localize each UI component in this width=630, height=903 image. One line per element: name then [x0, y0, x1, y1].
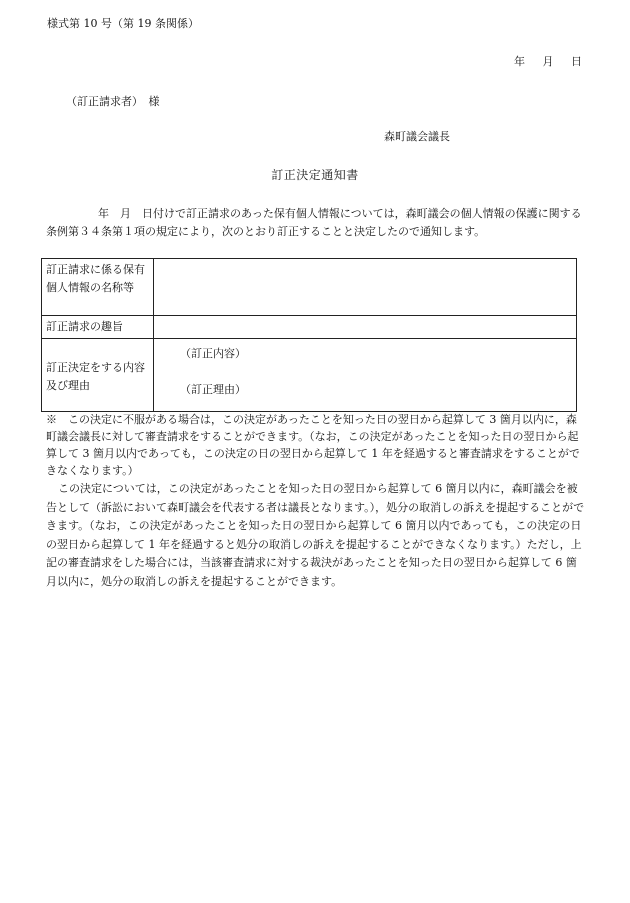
- row-label-info-name: 訂正請求に係る保有個人情報の名称等: [42, 259, 154, 316]
- date-month: 月: [542, 55, 554, 68]
- table-row: [42, 316, 577, 339]
- decision-table: [41, 258, 577, 412]
- review-notice: ※ この決定に不服がある場合は，この決定があったことを知った日の翌日から起算して 3 箇月以内に，森町議会議長に対して審査請求をすることができます。（なお，この決定があったことを知った日の翌日から起算して 3 箇月以内であっても，この決定の日の翌日から起算して 1 年を経過すると審査請求をすることができなくなります。）: [46, 413, 580, 477]
- info-name-cell: [154, 259, 577, 316]
- issuer-name: 森町議会議長: [384, 130, 450, 143]
- form-number: 様式第 10 号（第 19 条関係）: [47, 17, 199, 30]
- document-title: 訂正決定通知書: [271, 168, 359, 182]
- decision-content-cell: [154, 339, 577, 412]
- row-label-request-purpose: 訂正請求の趣旨: [42, 316, 154, 339]
- correction-reason-label: （訂正理由）: [180, 383, 246, 396]
- date-year: 年: [514, 55, 525, 68]
- row-label-decision-content: 訂正決定をする内容及び理由: [42, 339, 154, 412]
- request-purpose-cell: [154, 316, 577, 339]
- table-row: [42, 259, 577, 316]
- date-line: [500, 53, 582, 69]
- date-day: 日: [571, 55, 582, 68]
- intro-paragraph: 年 月 日付けで訂正請求のあった保有個人情報については，森町議会の個人情報の保護に関する条例第３４条第１項の規定により，次のとおり訂正することと決定したので通知します。: [46, 207, 582, 238]
- addressee: （訂正請求者） 様: [66, 95, 160, 108]
- correction-content-label: （訂正内容）: [180, 347, 246, 360]
- lawsuit-notice: この決定については，この決定があったことを知った日の翌日から起算して 6 箇月以内に，森町議会を被告として（訴訟において森町議会を代表する者は議長となります。），処分の取消しの訴えを提起することができます。（なお，この決定があったことを知った日の翌日から起算して 6 箇月以内であっても，この決定の日の翌日から起算して 1 年を経過すると処分の取消しの訴えを提起することができなくなります。）ただし，上記の審査請求をした場合には，当該審査請求に対する裁決があったことを知った日の翌日から起算して 6 箇月以内に，処分の取消しの訴えを提起することができます。: [46, 482, 585, 588]
- table-row: [42, 339, 577, 412]
